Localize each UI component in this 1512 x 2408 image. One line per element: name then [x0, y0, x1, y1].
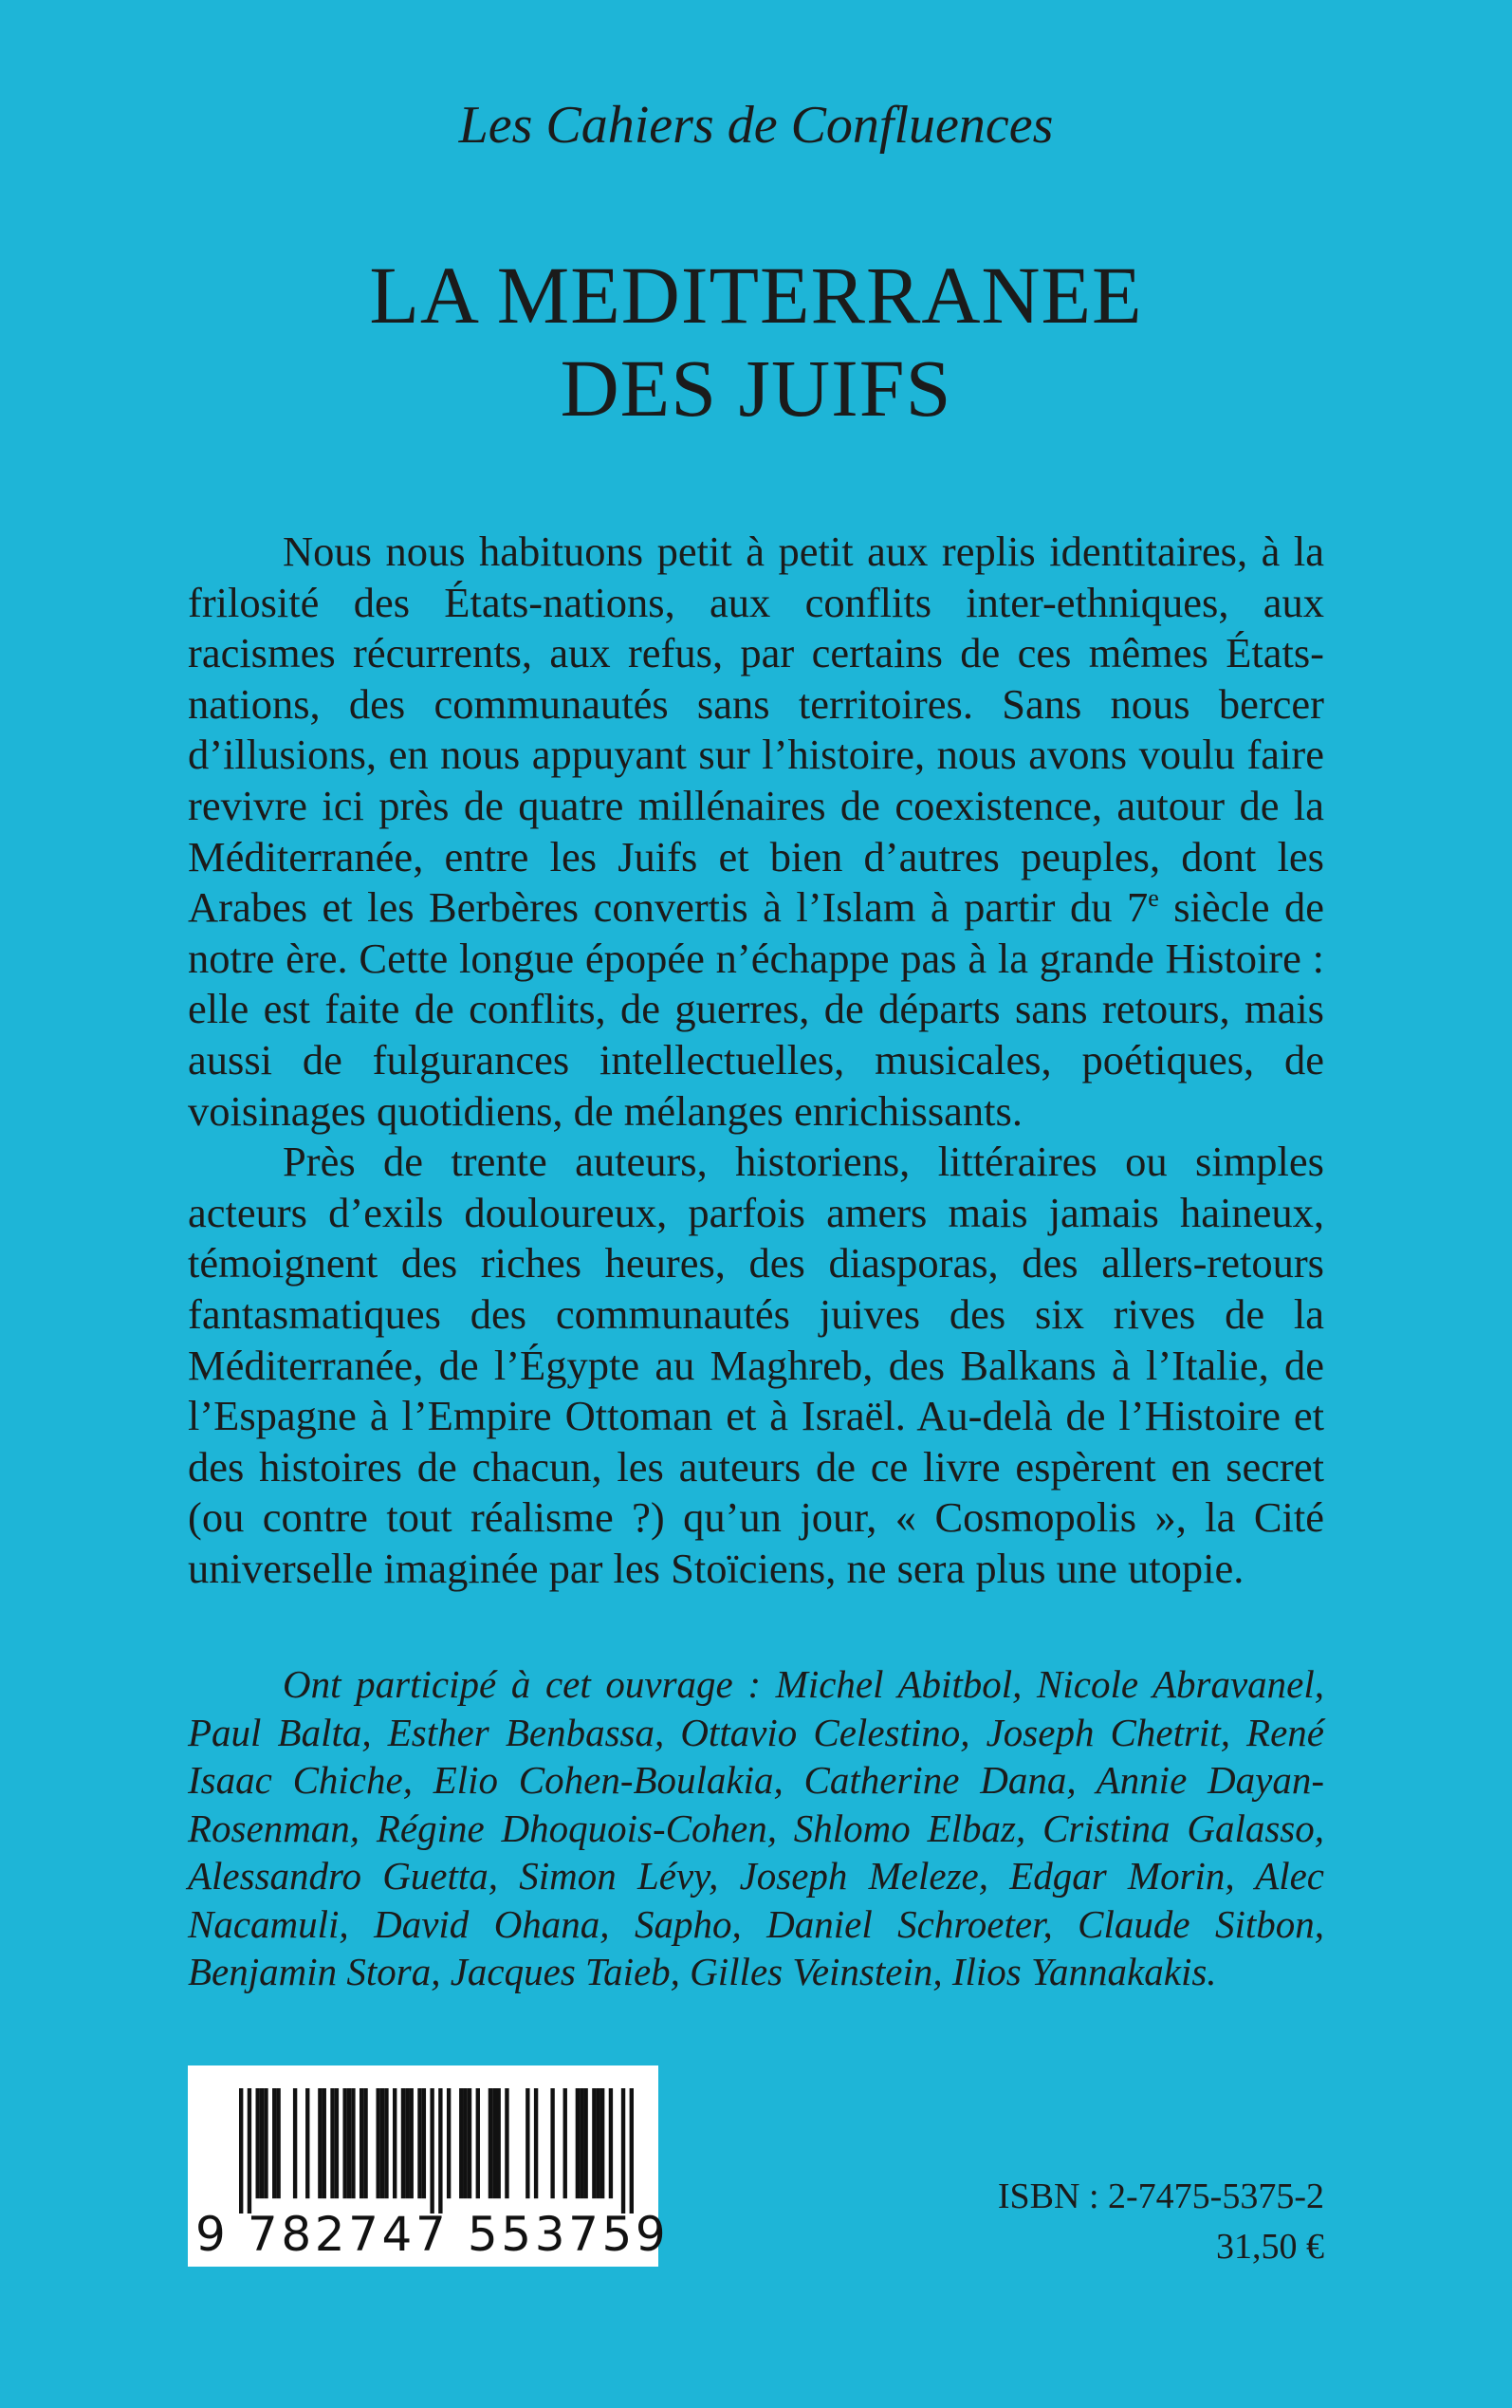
barcode-bar: [576, 2088, 580, 2198]
contributors-list: [188, 1660, 1324, 1996]
barcode-bar: [410, 2088, 414, 2198]
barcode-bar: [417, 2088, 421, 2198]
barcode-bar: [335, 2088, 339, 2198]
barcode-bar: [463, 2088, 467, 2198]
barcode-bar: [347, 2088, 351, 2198]
barcode-bar: [239, 2088, 243, 2214]
barcode-bar: [248, 2088, 251, 2214]
ordinal-superscript: e: [1148, 884, 1159, 913]
barcode-bars: [239, 2088, 634, 2214]
barcode-bar: [459, 2088, 463, 2198]
barcode-bar: [330, 2088, 334, 2198]
barcode-bar: [621, 2088, 625, 2214]
barcode-bar: [260, 2088, 264, 2198]
barcode-bar: [256, 2088, 260, 2198]
barcode-bar: [363, 2088, 367, 2198]
blurb-paragraph-1-text: Nous nous habituons petit à petit aux replis identitaires, à la frilosité des États-nations, aux conflits inter-ethniques, aux racismes récurrents, aux refus, par certains de ces mêmes États-nations, des communautés sans territoires. Sans nous bercer d’illusions, en nous appuyant sur l’histoire, nous avons voulu faire revivre ici près de quatre millénaires de coexistence, autour de la Méditerranée, entre les Juifs et bien d’autres peuples, dont les Arabes et les Berbères convertis à l’Islam à partir du 7: [188, 528, 1324, 932]
barcode-bar: [609, 2088, 613, 2198]
barcode-bar: [492, 2088, 496, 2198]
barcode-bar: [422, 2088, 426, 2198]
barcode-bar: [401, 2088, 405, 2198]
barcode-bar: [264, 2088, 267, 2198]
barcode-bar: [580, 2088, 583, 2198]
barcode: [188, 2065, 670, 2267]
isbn: ISBN : 2-7475-5375-2: [997, 2176, 1324, 2216]
barcode-bar: [360, 2088, 363, 2198]
barcode-bar: [342, 2088, 346, 2198]
barcode-bar: [318, 2088, 322, 2198]
barcode-bar: [272, 2088, 276, 2198]
barcode-bar: [505, 2088, 508, 2198]
blurb-paragraph-1-text-continued: siècle de notre ère. Cette longue épopée n’échappe pas à la grande Histoire : elle est faite de conflits, de guerres, de départs sans retours, mais aussi de fulgurances intellectuelles, musicales, poétiques, de voisinages quotidiens, de mélanges enrichissants.: [188, 883, 1324, 1135]
barcode-bar: [276, 2088, 280, 2198]
barcode-bar: [351, 2088, 355, 2198]
barcode-bar: [489, 2088, 492, 2198]
barcode-bar: [323, 2088, 326, 2198]
barcode-bar: [468, 2088, 471, 2198]
price: 31,50 €: [1216, 2227, 1324, 2267]
barcode-bar: [377, 2088, 380, 2198]
blurb-paragraph-2: Près de trente auteurs, historiens, littéraires ou simples acteurs d’exils douloureux, parfois amers mais jamais haineux, témoignent des riches heures, des diasporas, des allers-retours fantasmatiques des communautés juives des six rives de la Méditerranée, de l’Égypte au Maghreb, des Balkans à l’Italie, de l’Espagne à l’Empire Ottoman et à Israël. Au-delà de l’Histoire et des histoires de chacun, les auteurs de ce livre espèrent en secret (ou contre tout réalisme ?) qu’un jour, « Cosmopolis », la Cité universelle imaginée par les Stoïciens, ne sera plus une utopie.: [188, 1138, 1324, 1592]
barcode-bar: [534, 2088, 538, 2198]
book-title-line-1: LA MEDITERRANEE: [369, 250, 1143, 341]
barcode-bar: [600, 2088, 604, 2198]
barcode-bar: [293, 2088, 297, 2198]
series-title: Les Cahiers de Confluences: [458, 96, 1054, 155]
barcode-bar: [380, 2088, 384, 2198]
barcode-bar: [438, 2088, 442, 2214]
barcode-bar: [563, 2088, 567, 2198]
barcode-bar: [384, 2088, 388, 2198]
barcode-digits: 9 782747 553759: [195, 2207, 670, 2262]
barcode-bar: [526, 2088, 529, 2198]
barcode-bar: [393, 2088, 396, 2198]
blurb: [188, 527, 1324, 1594]
barcode-bar: [592, 2088, 596, 2198]
blurb-paragraph-1: [188, 527, 1324, 1137]
book-title-line-2: DES JUIFS: [560, 343, 952, 434]
barcode-bar: [597, 2088, 600, 2198]
barcode-bar: [630, 2088, 634, 2214]
barcode-bar: [305, 2088, 309, 2198]
barcode-bar: [476, 2088, 480, 2198]
contributors-text: Ont participé à cet ouvrage : Michel Abitbol, Nicole Abravanel, Paul Balta, Esther Benbassa, Ottavio Celestino, Joseph Chetrit, René Isaac Chiche, Elio Cohen-Boulakia, Catherine Dana, Annie Dayan-Rosenman, Régine Dhoquois-Cohen, Shlomo Elbaz, Cristina Galasso, Alessandro Guetta, Simon Lévy, Joseph Meleze, Edgar Morin, Alec Nacamuli, David Ohana, Sapho, Daniel Schroeter, Claude Sitbon, Benjamin Stora, Jacques Taieb, Gilles Veinstein, Ilios Yannakakis.: [188, 1662, 1324, 1993]
barcode-bar: [447, 2088, 451, 2198]
barcode-bar: [496, 2088, 500, 2198]
barcode-bar: [550, 2088, 554, 2198]
barcode-bar: [583, 2088, 587, 2198]
book-title: [0, 249, 1512, 435]
barcode-bar: [405, 2088, 409, 2198]
barcode-bar: [430, 2088, 433, 2214]
